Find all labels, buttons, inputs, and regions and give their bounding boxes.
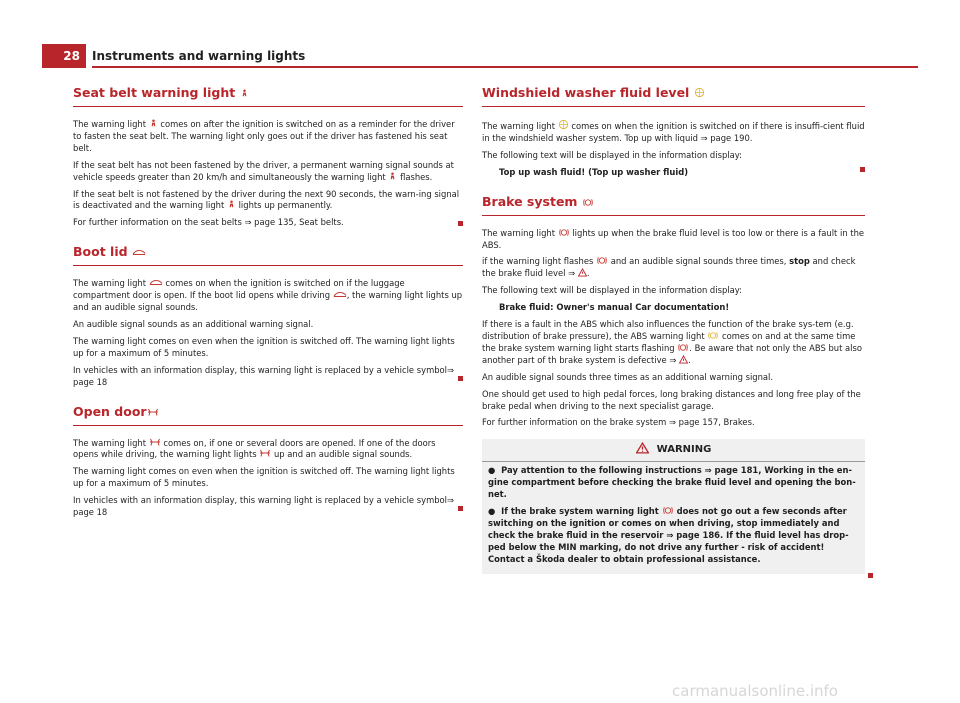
warning-bullet: ● If the brake system warning light does not go out a few seconds after switching on the ignition or comes on when driving, stop immediately and check the brake fluid in the reservoir ⇒ page 186. If the fluid level has drop-ped below the MIN marking, do not drive any further - risk of accident! Contact a Škoda dealer to obtain professional assistance. bbox=[488, 506, 849, 564]
boot-lid-icon bbox=[333, 290, 347, 299]
left-column bbox=[73, 84, 463, 533]
boot-lid-icon bbox=[132, 248, 146, 257]
brake-system-icon bbox=[558, 228, 570, 237]
section-end-mark bbox=[868, 573, 873, 578]
section-bootlid: Boot lid The warning light comes on when the ignition is switched on if the luggage compartment door is open. If the boot lid opens while driving , the warning light lights up and an audible signal sounds. An audible signal sounds as an additional warning signal. The warning light comes on even when the ignition is switched off. The warning light lights up for a maximum of 5 minutes. In vehicles with an information display, this warning light is replaced by a vehicle symbol⇒ page 18 bbox=[73, 244, 463, 387]
washer-fluid-icon bbox=[558, 119, 569, 130]
open-door-icon bbox=[149, 438, 161, 447]
warning-triangle-icon bbox=[636, 442, 649, 454]
header-rule bbox=[92, 66, 918, 68]
open-door-icon bbox=[259, 449, 271, 458]
section-brake: Brake system The warning light lights up when the brake fluid level is too low or there is a fault in the ABS. if the warning light flashes and an audible signal sounds three times, stop and check the brake fluid level ⇒ . The following text will be displayed in the information display: Brake fluid: Owner's manual Car documentation! If there is a fault in the ABS which also influences the function of the brake sys-tem (e.g. distribution of brake pressure), the ABS warning light comes on and at the same time the brake system warning light starts flashing . Be aware that not only the ABS but also another part of th brake system is defective ⇒ . An audible signal sounds three times as an additional warning signal. One should get used to high pedal forces, long braking distances and long free play of the brake pedal when driving to the next specialist garage. For further information on the brake system ⇒ page 157, Brakes. WARNING ● Pay attention to the following instructions ⇒ page 181, Working in the en-gine compartment before checking the brake fluid level and opening the bon-net. ● If the brake system warning light does not go out a few seconds after switching on the ignition or comes on when driving, stop immediately and check the brake fluid in the reservoir ⇒ page 186. If the fluid level has drop-ped below the MIN marking, do not drive any further - risk of accident! Contact a Škoda dealer to obtain professional assistance. bbox=[482, 193, 865, 574]
brake-system-icon bbox=[677, 343, 689, 352]
warning-bullet: ● Pay attention to the following instructions ⇒ page 181, Working in the en-gine compartment before checking the brake fluid level and opening the bon-net. bbox=[488, 465, 856, 500]
section-end-mark bbox=[458, 221, 463, 226]
section-heading: Boot lid bbox=[73, 243, 463, 266]
page-number: 28 bbox=[42, 44, 86, 68]
section-washer: Windshield washer fluid level The warning light comes on when the ignition is switched on if there is insuffi-cient fluid in the windshield washer system. Top up with liquid ⇒ page 190. The following text will be displayed in the information display: Top up wash fluid! (Top up washer fluid) bbox=[482, 85, 865, 177]
section-heading: Brake system bbox=[482, 193, 865, 216]
section-heading: Open door bbox=[73, 403, 463, 426]
chapter-title: Instruments and warning lights bbox=[92, 49, 306, 63]
section-end-mark bbox=[860, 167, 865, 172]
seatbelt-icon bbox=[388, 172, 397, 181]
seatbelt-icon bbox=[227, 200, 236, 209]
display-message: Top up wash fluid! (Top up washer fluid) bbox=[499, 166, 689, 177]
watermark: carmanualsonline.info bbox=[672, 682, 838, 700]
section-end-mark bbox=[458, 506, 463, 511]
section-heading: Windshield washer fluid level bbox=[482, 84, 865, 107]
seatbelt-link-text: For further information on the seat belts ⇒ page 135, Seat belts. bbox=[73, 217, 344, 228]
warning-triangle-icon bbox=[679, 355, 688, 364]
brake-system-icon bbox=[582, 198, 594, 207]
section-seatbelt: Seat belt warning light The warning light comes on after the ignition is switched on as a reminder for the driver to fasten the seat belt. The warning light only goes out if the driver has fastened his seat belt. If the seat belt has not been fastened by the driver, a permanent warning signal sounds at vehicle speeds greater than 20 km/h and simultaneously the warning light flashes. If the seat belt is not fastened by the driver during the next 90 seconds, the warn-ing signal is deactivated and the warning light lights up permanently. For further information on the seat belts ⇒ page 135, Seat belts. bbox=[73, 84, 463, 229]
warning-box bbox=[482, 439, 865, 573]
brake-system-icon bbox=[662, 506, 674, 515]
page-header bbox=[0, 44, 960, 68]
seatbelt-icon bbox=[240, 89, 249, 98]
boot-lid-icon bbox=[149, 278, 163, 287]
warning-triangle-icon bbox=[578, 268, 587, 277]
warning-title: WARNING bbox=[482, 439, 865, 462]
open-door-icon bbox=[147, 408, 159, 417]
washer-fluid-icon bbox=[694, 87, 705, 98]
section-heading: Seat belt warning light bbox=[73, 84, 463, 107]
display-message: Brake fluid: Owner's manual Car documentation! bbox=[499, 302, 730, 313]
abs-icon bbox=[707, 331, 719, 340]
section-opendoor: Open door The warning light comes on, if one or several doors are opened. If one of the doors opens while driving, the warning light lights up and an audible signal sounds. The warning light comes on even when the ignition is switched off. The warning light lights up for a maximum of 5 minutes. In vehicles with an information display, this warning light is replaced by a vehicle symbol⇒ page 18 bbox=[73, 403, 463, 519]
brake-system-icon bbox=[596, 256, 608, 265]
section-end-mark bbox=[458, 376, 463, 381]
seatbelt-icon bbox=[149, 119, 158, 128]
right-column bbox=[482, 84, 865, 588]
